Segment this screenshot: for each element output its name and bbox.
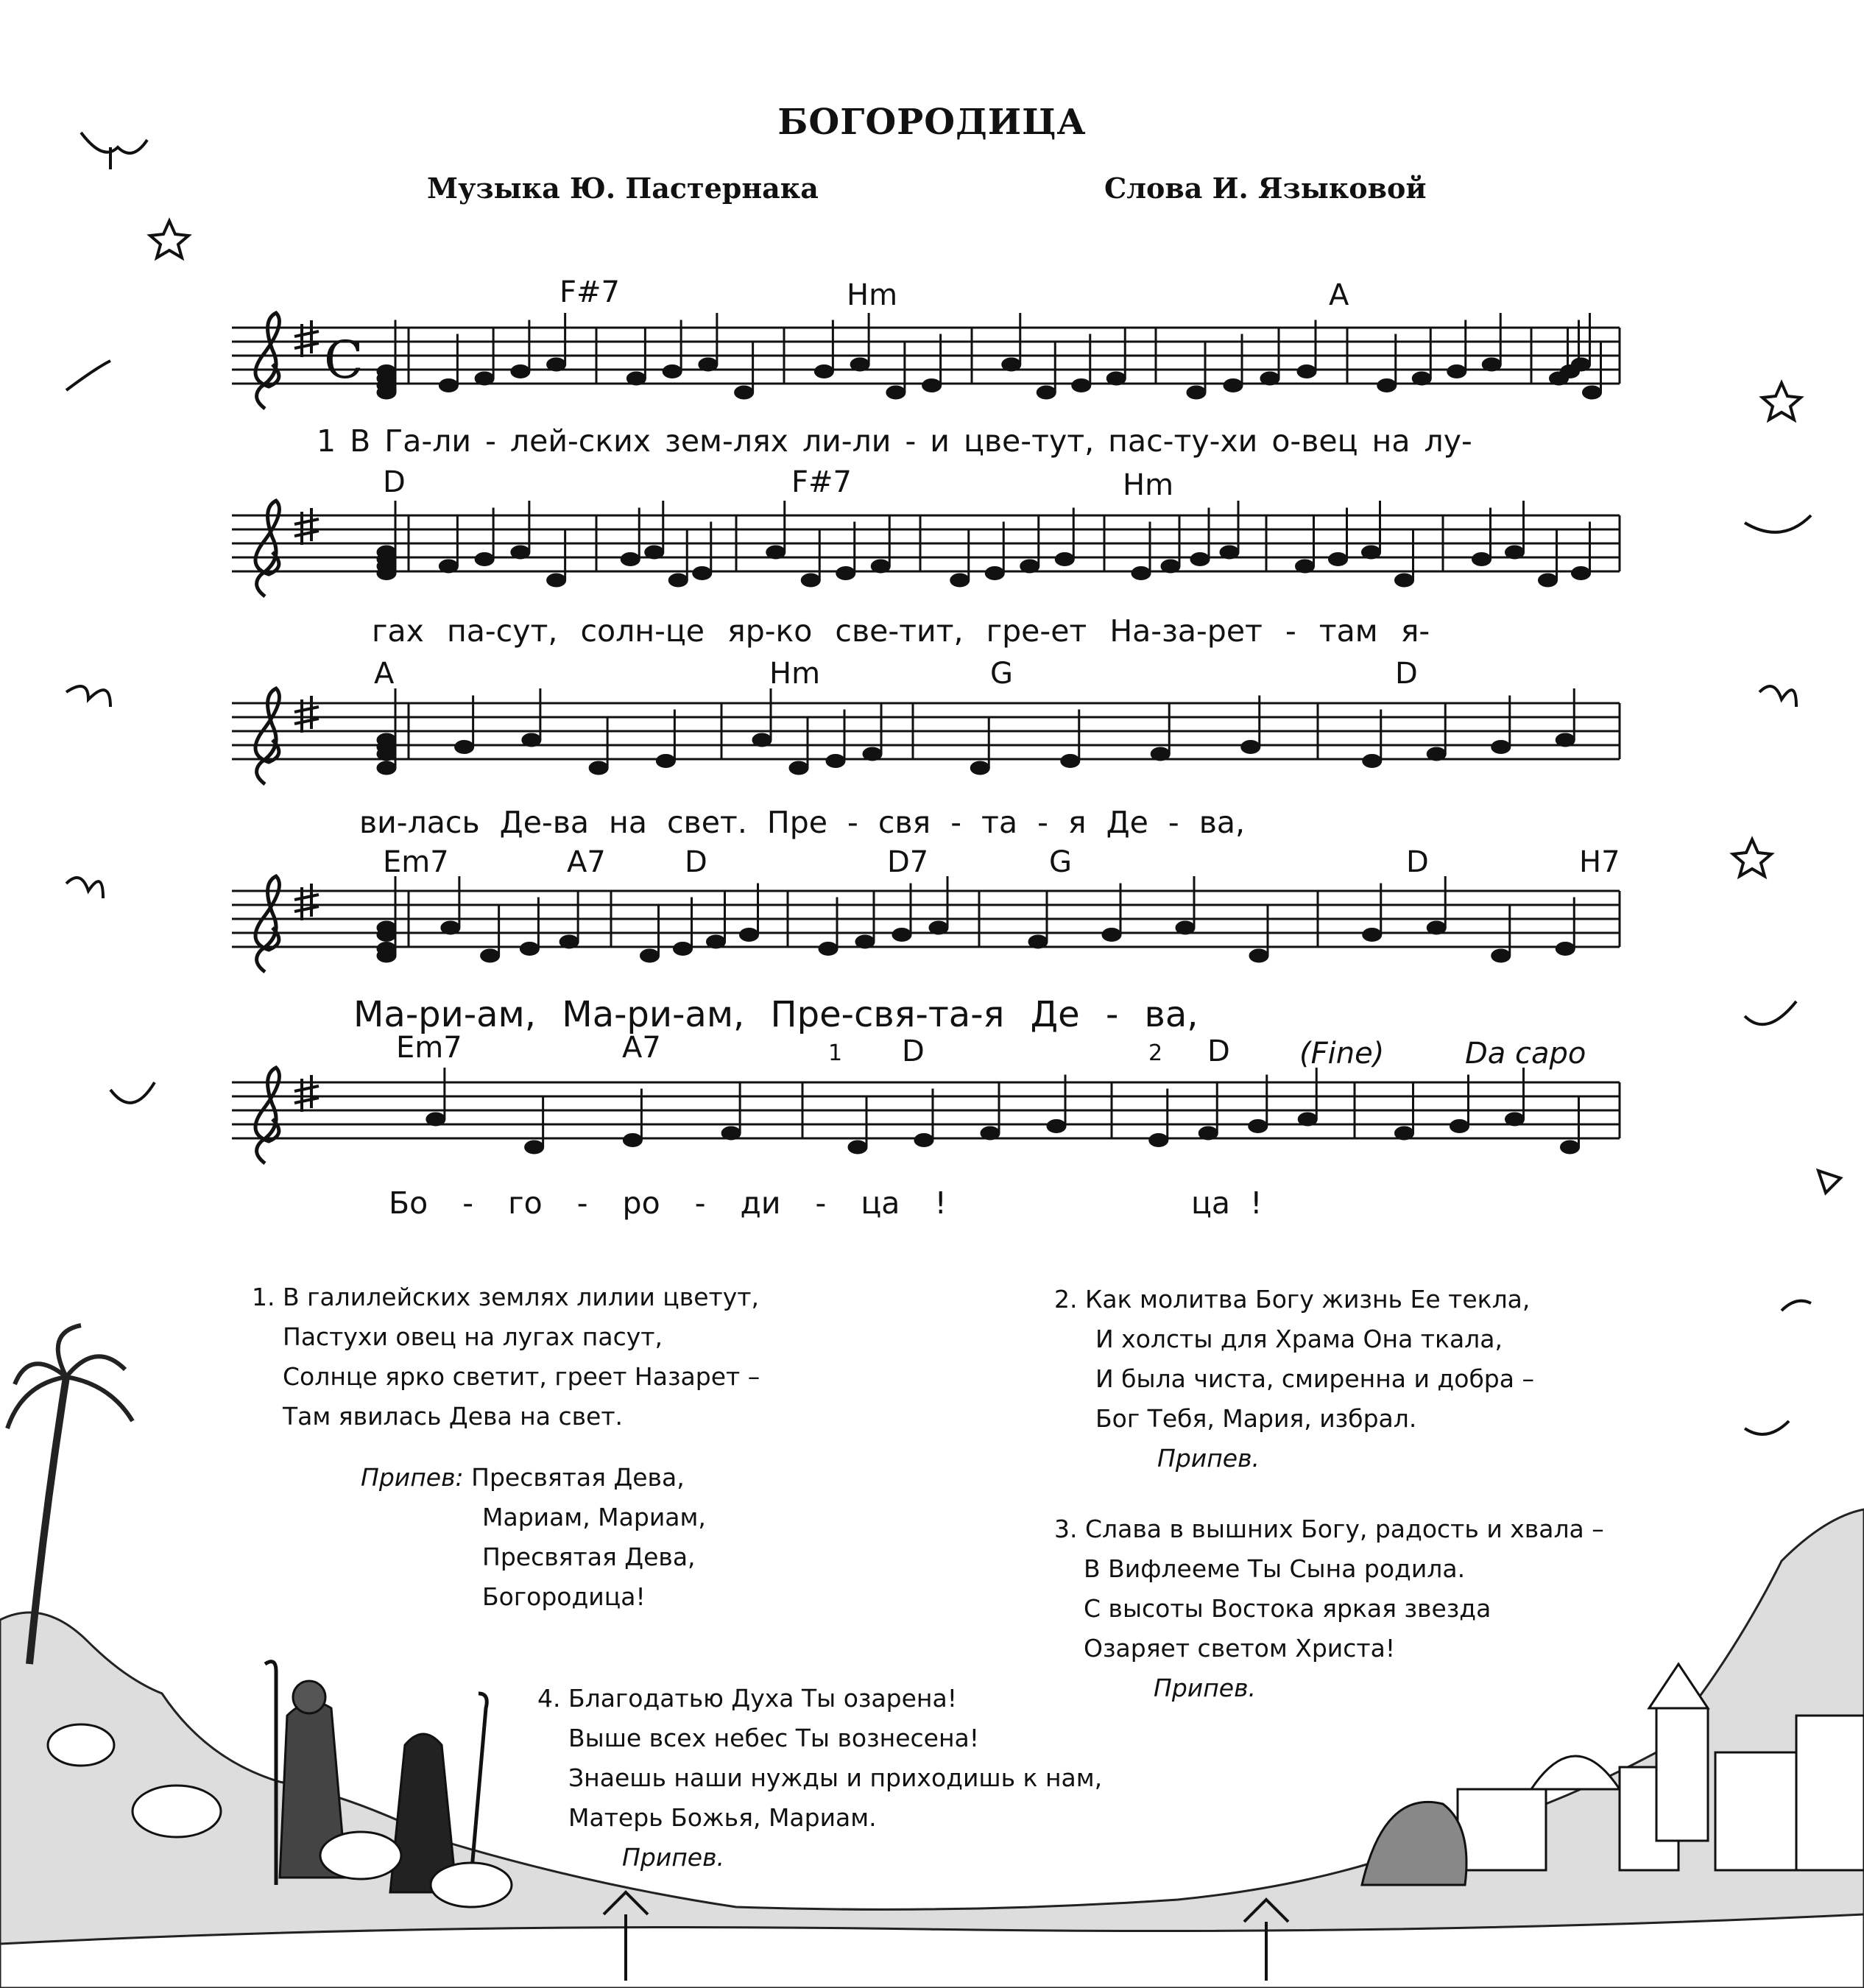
verse-line: 2. Как молитва Богу жизнь Ее текла, [1054, 1285, 1531, 1314]
key-sharp [294, 508, 319, 545]
note-head [377, 761, 396, 775]
note-head [1572, 358, 1591, 371]
note-head [511, 546, 530, 559]
volta-1-label: 1 [828, 1040, 843, 1066]
note-head [520, 942, 539, 956]
note-head [1190, 553, 1210, 566]
verse-line: Выше всех небес Ты вознесена! [568, 1724, 980, 1752]
note-head [1505, 1113, 1525, 1126]
verse-line: Озаряет светом Христа! [1084, 1634, 1396, 1663]
note-head [826, 755, 845, 768]
note-head [1055, 553, 1074, 566]
note-head [1047, 1120, 1066, 1133]
note-head [693, 567, 712, 580]
key-sharp [294, 1075, 319, 1112]
refrain-label: Припев. [1154, 1674, 1257, 1702]
note-head [1224, 379, 1243, 392]
note-head [377, 733, 396, 747]
verse-line: Матерь Божья, Мариам. [568, 1803, 877, 1832]
verse-line: Бог Тебя, Мария, избрал. [1095, 1404, 1417, 1433]
note-head [522, 733, 541, 747]
note-head [1556, 733, 1575, 747]
note-head [1377, 379, 1397, 392]
chord: D [383, 465, 406, 499]
note-head [1151, 747, 1170, 761]
verse-line: И холсты для Храма Она ткала, [1095, 1325, 1503, 1353]
note-head [1505, 546, 1525, 559]
chorus-label: Припев: [361, 1463, 464, 1492]
note-head [981, 1127, 1000, 1140]
note-head [663, 365, 682, 378]
note-head [848, 1141, 867, 1154]
note-head [766, 546, 786, 559]
verse-line: Солнце ярко светит, греет Назарет – [283, 1362, 760, 1391]
note-head [1296, 560, 1315, 573]
note-head [929, 921, 948, 934]
note-head [752, 733, 772, 747]
time-signature: C [324, 330, 364, 390]
refrain-label: Припев. [622, 1843, 725, 1872]
note-head [674, 942, 693, 956]
note-head [970, 761, 989, 775]
note-head [668, 574, 688, 587]
note-head [1482, 358, 1501, 371]
verse-1 [252, 1277, 760, 1437]
key-sharp [294, 320, 319, 357]
chord: A [374, 657, 395, 691]
note-head [441, 921, 460, 934]
note-head [1187, 386, 1206, 399]
verse-line: В Вифлееме Ты Сына родила. [1084, 1554, 1466, 1583]
chord: D [902, 1034, 925, 1068]
note-head [789, 761, 808, 775]
note-head [547, 574, 566, 587]
note-head [1583, 386, 1602, 399]
chord: Hm [769, 657, 821, 691]
note-head [1297, 365, 1316, 378]
note-head [850, 358, 869, 371]
note-head [1149, 1134, 1168, 1147]
verse-line: С высоты Востока яркая звезда [1084, 1594, 1491, 1623]
chord: Em7 [383, 845, 449, 879]
note-head [1249, 949, 1268, 962]
note-head [1028, 935, 1048, 948]
note-head [377, 942, 396, 956]
chord: D [1207, 1034, 1230, 1068]
note-head [1395, 574, 1414, 587]
verse-line: Там явилась Дева на свет. [283, 1402, 624, 1431]
note-head [1363, 928, 1382, 942]
verse-line: И была чиста, смиренна и добра – [1095, 1364, 1534, 1393]
note-head [1539, 574, 1558, 587]
note-head [1106, 372, 1126, 385]
refrain-label: Припев. [1157, 1444, 1260, 1473]
music-credit: Музыка Ю. Пастернака [427, 172, 819, 205]
note-head [377, 921, 396, 934]
fine-mark: (Fine) [1299, 1037, 1385, 1071]
lyrics-line-5: Бо - го - ро - ди - ца ! [389, 1185, 947, 1221]
lyrics-line-4: Ма-ри-ам, Ма-ри-ам, Пре-свя-та-я Де - ва, [353, 994, 1198, 1035]
note-head [1220, 546, 1239, 559]
chorus [361, 1458, 706, 1617]
key-sharp [294, 884, 319, 920]
note-head [377, 365, 396, 378]
note-head [1061, 755, 1080, 768]
note-head [1491, 741, 1511, 754]
note-head [1363, 755, 1382, 768]
note-head [863, 747, 882, 761]
note-head [1556, 942, 1575, 956]
note-head [1491, 949, 1511, 962]
note-head [1002, 358, 1021, 371]
note-head [511, 365, 530, 378]
note-head [1241, 741, 1260, 754]
note-head [1447, 365, 1466, 378]
chord: D7 [887, 845, 929, 879]
chord: G [1049, 845, 1072, 879]
note-head [1329, 553, 1348, 566]
note-head [735, 386, 754, 399]
note-head [1412, 372, 1431, 385]
note-head [950, 574, 970, 587]
note-head [547, 358, 566, 371]
note-head [1298, 1113, 1317, 1126]
note-head [623, 1134, 642, 1147]
note-head [1132, 567, 1151, 580]
note-head [855, 935, 875, 948]
note-head [985, 567, 1004, 580]
note-head [377, 546, 396, 559]
note-head [475, 372, 494, 385]
note-head [801, 574, 820, 587]
note-head [525, 1141, 544, 1154]
chord: D [1406, 845, 1429, 879]
note-head [589, 761, 608, 775]
note-head [1572, 567, 1591, 580]
verse-line: Пастухи овец на лугах пасут, [283, 1322, 663, 1351]
note-head [922, 379, 942, 392]
note-head [836, 567, 855, 580]
note-head [1450, 1120, 1469, 1133]
note-head [1395, 1127, 1414, 1140]
note-head [1072, 379, 1091, 392]
volta-2-label: 2 [1148, 1040, 1163, 1066]
note-head [626, 372, 646, 385]
note-head [1561, 1141, 1580, 1154]
note-head [1020, 560, 1039, 573]
note-head [1249, 1120, 1268, 1133]
verse-line: Богородица! [482, 1582, 646, 1611]
verse-2 [1054, 1280, 1534, 1478]
chord: Em7 [396, 1031, 462, 1065]
note-head [707, 935, 726, 948]
note-head [1161, 560, 1180, 573]
song-title: БОГОРОДИЦА [777, 102, 1087, 143]
note-head [640, 949, 660, 962]
note-head [645, 546, 664, 559]
verse-line: 1. В галилейских землях лилии цветут, [252, 1283, 759, 1311]
note-head [1427, 747, 1446, 761]
lyrics-line-1: 1 В Га-ли - лей-ских зем-лях ли-ли - и цве-тут, пас-ту-хи о-вец на лу- [317, 423, 1472, 459]
note-head [1472, 553, 1491, 566]
note-head [814, 365, 833, 378]
note-head [740, 928, 759, 942]
verse-4 [537, 1679, 1102, 1878]
verse-line: Пресвятая Дева, [471, 1463, 685, 1492]
da-capo-mark: Da capo [1465, 1037, 1586, 1071]
lyrics-line-2: гах па-сут, солн-це яр-ко све-тит, гре-ет На-за-рет - там я- [372, 613, 1430, 649]
verse-line: Пресвятая Дева, [482, 1543, 696, 1571]
note-head [439, 379, 458, 392]
verse-line: 4. Благодатью Духа Ты озарена! [537, 1684, 957, 1713]
note-head [721, 1127, 741, 1140]
note-head [1102, 928, 1121, 942]
chord: F#7 [791, 465, 852, 499]
chord: D [685, 845, 707, 879]
chord: G [990, 657, 1013, 691]
note-head [1362, 546, 1381, 559]
note-head [914, 1134, 933, 1147]
note-head [699, 358, 718, 371]
note-head [1037, 386, 1056, 399]
chord: Hm [847, 278, 898, 312]
verse-line: Знаешь наши нужды и приходишь к нам, [568, 1763, 1103, 1792]
note-head [426, 1113, 445, 1126]
note-head [1260, 372, 1279, 385]
note-head [819, 942, 838, 956]
note-head [455, 741, 474, 754]
note-head [559, 935, 579, 948]
chord: Hm [1123, 468, 1174, 502]
key-sharp [294, 696, 319, 733]
note-head [871, 560, 890, 573]
note-head [1176, 921, 1195, 934]
chord: H7 [1579, 845, 1620, 879]
lyrics-line-5-end: ца ! [1191, 1185, 1263, 1221]
note-head [656, 755, 675, 768]
verse-line: 3. Слава в вышних Богу, радость и хвала – [1054, 1515, 1604, 1543]
chord: D [1395, 657, 1418, 691]
verse-3 [1054, 1509, 1604, 1708]
note-head [892, 928, 911, 942]
chord: A7 [622, 1031, 661, 1065]
note-head [1198, 1127, 1218, 1140]
words-credit: Слова И. Языковой [1104, 172, 1427, 205]
note-head [1427, 921, 1446, 934]
note-head [621, 553, 640, 566]
note-head [475, 553, 494, 566]
note-head [481, 949, 500, 962]
verse-line: Мариам, Мариам, [482, 1503, 706, 1531]
chord: F#7 [559, 275, 620, 309]
chord: A [1329, 278, 1349, 312]
chord: A7 [567, 845, 606, 879]
note-head [439, 560, 458, 573]
note-head [886, 386, 905, 399]
lyrics-line-3: ви-лась Де-ва на свет. Пре - свя - та - я Де - ва, [359, 805, 1246, 840]
